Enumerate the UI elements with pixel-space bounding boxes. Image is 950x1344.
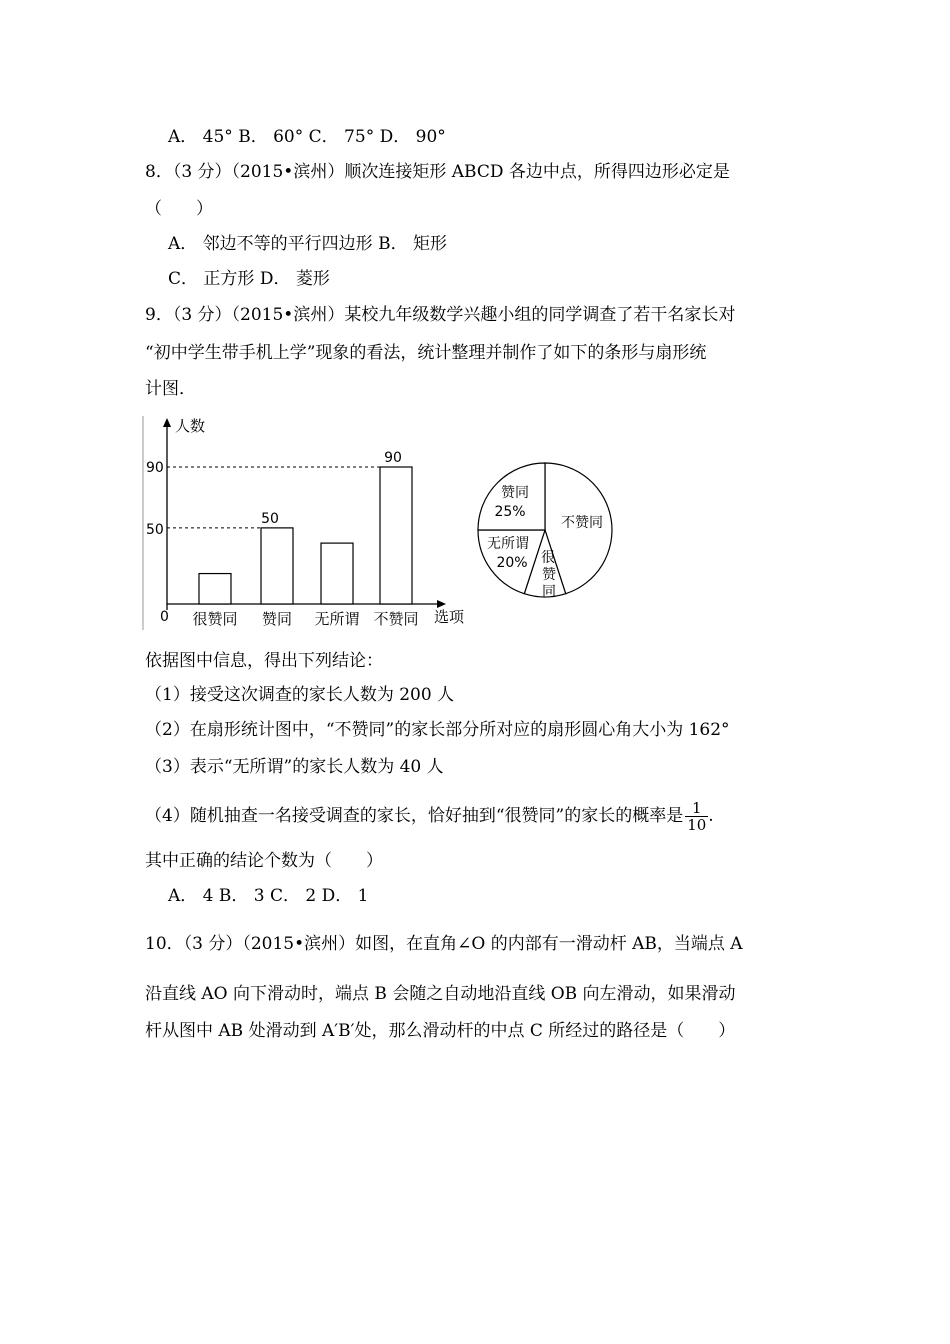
y-tick-50: 50 xyxy=(146,522,164,538)
y-tick-0: 0 xyxy=(160,609,169,625)
q9-conclusion-2: （2）在扇形统计图中，“不赞同”的家长部分所对应的扇形圆心角大小为 162° xyxy=(145,720,730,740)
pie-label-very: 很 xyxy=(541,550,555,566)
x-tick-label: 无所谓 xyxy=(314,610,360,628)
q7-options: A． 45° B． 60° C． 75° D． 90° xyxy=(168,127,446,147)
q8-stem: 8．（3 分）（2015•滨州）顺次连接矩形 ABCD 各边中点，所得四边形必定是 xyxy=(145,162,730,182)
x-axis-label: 选项 xyxy=(434,608,465,626)
fraction-numerator: 1 xyxy=(685,800,708,817)
fraction xyxy=(685,800,708,833)
fraction-denominator: 10 xyxy=(687,816,707,834)
x-tick-label: 不赞同 xyxy=(373,610,419,628)
x-tick-label: 赞同 xyxy=(261,610,293,628)
q8-paren: （ ） xyxy=(145,199,213,219)
q8-options-cd: C． 正方形 D． 菱形 xyxy=(168,269,330,289)
x-axis-arrow xyxy=(437,600,446,608)
q9-conclusion-3: （3）表示“无所谓”的家长人数为 40 人 xyxy=(145,757,444,777)
pie-pct-label: 20% xyxy=(496,555,528,571)
q10-line-1: 10．（3 分）（2015•滨州）如图，在直角∠O 的内部有一滑动杆 AB，当端点 A xyxy=(145,934,743,954)
bar-很赞同 xyxy=(199,574,231,604)
bar-data-label: 90 xyxy=(384,450,402,466)
q10-line-3: 杆从图中 AB 处滑动到 A′B′处，那么滑动杆的中点 C 所经过的路径是（ ） xyxy=(145,1021,736,1041)
pie-chart xyxy=(470,455,615,605)
pie-label: 不赞同 xyxy=(561,515,603,531)
q10-line-2: 沿直线 AO 向下滑动时，端点 B 会随之自动地沿直线 OB 向左滑动，如果滑动 xyxy=(145,984,736,1004)
q9-conclusion-4-text: （4）随机抽查一名接受调查的家长，恰好抽到“很赞同”的家长的概率是 xyxy=(145,806,684,826)
q9-options: A． 4 B． 3 C． 2 D． 1 xyxy=(168,886,369,906)
bar-无所谓 xyxy=(321,543,353,604)
pie-label-zan: 赞 xyxy=(542,567,556,583)
y-axis-arrow xyxy=(163,418,171,427)
q9-ask: 其中正确的结论个数为（ ） xyxy=(145,851,383,871)
q8-options-ab: A． 邻边不等的平行四边形 B． 矩形 xyxy=(168,234,447,254)
pie-label: 无所谓 xyxy=(487,536,529,552)
q9-conclusion-1: （1）接受这次调查的家长人数为 200 人 xyxy=(145,685,455,705)
y-tick-90: 90 xyxy=(146,460,164,476)
pie-label: 赞同 xyxy=(501,485,529,501)
q9-stem-2: “初中学生带手机上学”现象的看法，统计整理并制作了如下的条形与扇形统 xyxy=(145,343,707,363)
y-axis-label: 人数 xyxy=(175,417,206,435)
bar-data-label: 50 xyxy=(261,511,279,527)
bar-不赞同 xyxy=(380,467,412,604)
bar-赞同 xyxy=(261,528,293,604)
pie-pct-label: 25% xyxy=(494,504,526,520)
x-tick-label: 很赞同 xyxy=(192,610,238,628)
bar-chart xyxy=(140,410,470,632)
q9-stem-1: 9．（3 分）（2015•滨州）某校九年级数学兴趣小组的同学调查了若干名家长对 xyxy=(145,305,736,325)
q9-stem-3: 计图． xyxy=(145,379,196,399)
q9-conclusion-4-end: . xyxy=(708,806,714,826)
q9-conclusion-4 xyxy=(145,800,714,833)
q9-intro: 依据图中信息，得出下列结论： xyxy=(145,651,383,671)
pie-label-tong: 同 xyxy=(542,584,556,600)
